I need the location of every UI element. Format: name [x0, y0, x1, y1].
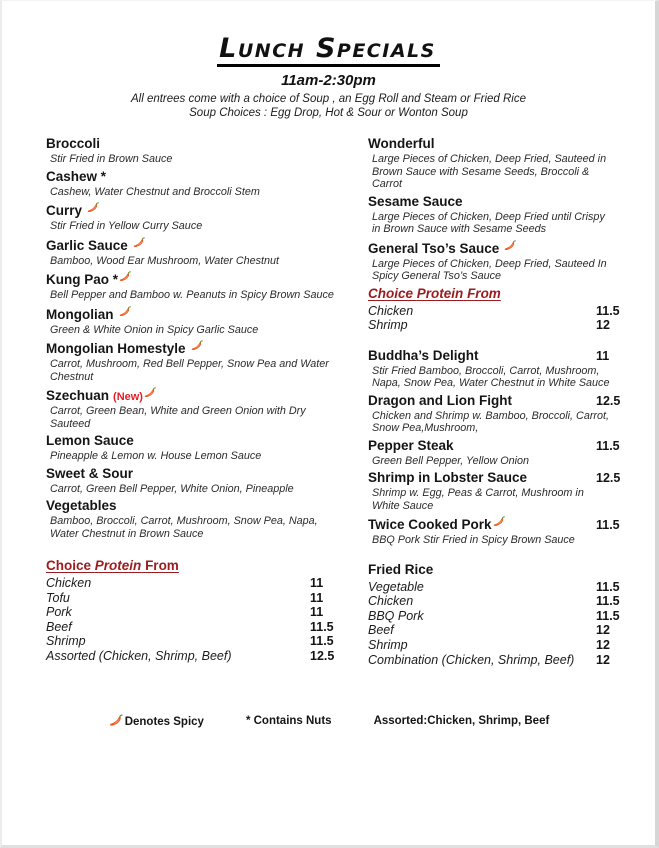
protein-option-row [46, 620, 348, 635]
legend-footer [2, 713, 655, 729]
item-description: Carrot, Green Bell Pepper, White Onion, Pineapple [50, 482, 294, 495]
item-description: Cashew, Water Chestnut and Broccoli Stem [50, 185, 260, 198]
item-name: Curry [46, 203, 83, 218]
protein-option-row [46, 605, 348, 620]
fried-rice-label: Combination (Chicken, Shrimp, Beef) [368, 652, 575, 667]
heading-word: Choice [46, 558, 92, 573]
item-name: Broccoli [46, 136, 101, 151]
protein-label: Assorted (Chicken, Shrimp, Beef) [46, 648, 232, 663]
fried-rice-option-row [368, 653, 629, 668]
spicy-icon [143, 386, 157, 400]
protein-label: Tofu [46, 590, 70, 605]
menu-item [368, 194, 629, 236]
choice-protein-heading [46, 558, 348, 574]
menu-columns [2, 120, 655, 667]
heading-word: From [467, 285, 501, 301]
protein-price: 11.5 [596, 303, 620, 318]
menu-item [46, 433, 348, 463]
menu-item [46, 201, 348, 233]
fried-rice-option-row [368, 580, 629, 595]
item-description: Large Pieces of Chicken, Deep Fried until Crispy in Brown Sauce with Sesame Seeds [372, 210, 605, 235]
item-description: Chicken and Shrimp w. Bamboo, Broccoli, Carrot, Snow Pea,Mushroom, [372, 409, 610, 435]
protein-price: 11 [310, 605, 324, 620]
fried-rice-price: 11.5 [596, 608, 620, 623]
menu-item [368, 393, 629, 435]
fried-rice-option-row [368, 609, 629, 624]
new-badge: (New) [113, 391, 143, 403]
menu-item [46, 305, 348, 337]
protein-option-row [368, 304, 629, 319]
assorted-legend: Assorted:Chicken, Shrimp, Beef [373, 715, 550, 728]
menu-item [368, 348, 629, 390]
menu-header [2, 1, 655, 120]
protein-label: Beef [46, 619, 72, 634]
menu-item [46, 169, 348, 199]
item-description: Large Pieces of Chicken, Deep Fried, Sauteed In Spicy General Tso’s Sauce [372, 257, 607, 282]
protein-price: 11 [310, 576, 324, 590]
hours-text: 11am-2:30pm [281, 72, 376, 89]
menu-item [368, 239, 629, 283]
menu-item [368, 470, 629, 512]
item-name: Kung Pao * [46, 272, 119, 287]
protein-label: Chicken [46, 576, 92, 590]
fried-rice-label: Beef [368, 623, 394, 638]
protein-price: 11.5 [310, 634, 334, 649]
item-name: Shrimp in Lobster Sauce [368, 470, 528, 486]
item-description: BBQ Pork Stir Fried in Spicy Brown Sauce [372, 534, 575, 547]
heading-word: From [145, 558, 179, 573]
fried-rice-price: 11.5 [596, 579, 620, 594]
item-name: Lemon Sauce [46, 433, 134, 448]
item-description: Green & White Onion in Spicy Garlic Sauce [50, 323, 259, 336]
spicy-legend-label: Denotes Spicy [124, 716, 204, 729]
choice-protein-heading [368, 286, 629, 302]
protein-price: 12.5 [310, 648, 335, 663]
fried-rice-option-row [368, 594, 629, 609]
menu-item [46, 386, 348, 430]
right-column [368, 136, 629, 667]
protein-option-row [46, 634, 348, 649]
protein-price: 12 [596, 318, 610, 333]
spicy-icon [190, 339, 204, 353]
spicy-icon [118, 270, 132, 284]
menu-item [46, 236, 348, 268]
protein-label: Chicken [368, 303, 414, 318]
item-price: 12.5 [596, 393, 621, 408]
fried-rice-heading: Fried Rice [368, 561, 434, 577]
item-name: Mongolian [46, 306, 114, 322]
item-description: Stir Fried Bamboo, Broccoli, Carrot, Mushroom, Napa, Snow Pea, Water Chestnut in White Sauce [372, 364, 610, 390]
protein-price: 11 [310, 590, 324, 605]
fried-rice-price: 11.5 [596, 594, 620, 609]
item-description: Stir Fried in Brown Sauce [50, 153, 173, 165]
heading-word: Choice [368, 285, 414, 301]
item-name: Garlic Sauce [46, 237, 128, 253]
item-price: 12.5 [596, 471, 621, 486]
item-price: 11 [596, 348, 610, 363]
item-description: Shrimp w. Egg, Peas & Carrot, Mushroom in White Sauce [372, 487, 584, 512]
item-name: Mongolian Homestyle [46, 341, 186, 356]
item-price: 11.5 [596, 438, 620, 453]
menu-item [368, 515, 629, 547]
soup-choices-note: Soup Choices : Egg Drop, Hot & Sour or Wonton Soup [189, 107, 468, 119]
menu-item [46, 339, 348, 383]
item-description: Carrot, Mushroom, Red Bell Pepper, Snow Pea and Water Chestnut [50, 358, 329, 383]
item-name: Szechuan [46, 388, 110, 403]
fried-rice-label: Vegetable [368, 579, 424, 594]
spicy-icon [503, 239, 517, 253]
menu-item [46, 136, 348, 166]
menu-item [368, 136, 629, 191]
fried-rice-label: Shrimp [368, 638, 408, 653]
item-name: Wonderful [368, 136, 435, 151]
page-title: Lunch Specials [217, 35, 440, 67]
item-name: Dragon and Lion Fight [368, 392, 512, 408]
item-name: General Tso’s Sauce [368, 240, 500, 256]
spicy-legend [108, 713, 204, 729]
protein-label: Shrimp [46, 634, 86, 649]
protein-label: Shrimp [368, 318, 408, 333]
item-description: Bell Pepper and Bamboo w. Peanuts in Spicy Brown Sauce [50, 289, 334, 301]
item-description: Pineapple & Lemon w. House Lemon Sauce [50, 450, 262, 462]
fried-rice-label: BBQ Pork [368, 608, 424, 623]
nuts-legend: * Contains Nuts [245, 715, 332, 728]
menu-item [46, 466, 348, 496]
protein-option-row [46, 591, 348, 606]
fried-rice-price: 12 [596, 623, 610, 638]
fried-rice-section [368, 562, 629, 668]
spicy-icon [118, 305, 132, 319]
heading-word: Protein [416, 285, 464, 301]
protein-option-row [46, 649, 348, 664]
item-name: Pepper Steak [368, 437, 454, 453]
fried-rice-price: 12 [596, 638, 610, 653]
spicy-icon [132, 236, 146, 250]
heading-word: Protein [94, 558, 142, 573]
item-name: Buddha’s Delight [368, 347, 479, 363]
menu-item [368, 438, 629, 468]
fried-rice-option-row [368, 623, 629, 638]
protein-label: Pork [46, 605, 72, 620]
spicy-icon [108, 713, 124, 729]
item-description: Bamboo, Broccoli, Carrot, Mushroom, Snow Pea, Napa, Water Chestnut in Brown Sauce [50, 515, 318, 540]
fried-rice-label: Chicken [368, 594, 414, 609]
item-description: Carrot, Green Bean, White and Green Onion with Dry Sauteed [50, 405, 306, 430]
spicy-icon [86, 201, 100, 215]
item-name: Vegetables [46, 498, 117, 513]
spicy-icon [492, 515, 506, 529]
menu-item [46, 498, 348, 540]
fried-rice-option-row [368, 638, 629, 653]
item-name: Sesame Sauce [368, 193, 463, 209]
item-description: Green Bell Pepper, Yellow Onion [372, 454, 530, 467]
left-column [46, 136, 348, 664]
item-price: 11.5 [596, 518, 620, 533]
item-name: Twice Cooked Pork [368, 517, 492, 533]
protein-price: 11.5 [310, 619, 334, 634]
menu-item [46, 270, 348, 302]
protein-option-row [368, 318, 629, 333]
item-name: Sweet & Sour [46, 465, 134, 481]
fried-rice-price: 12 [596, 652, 610, 667]
item-description: Bamboo, Wood Ear Mushroom, Water Chestnut [50, 254, 280, 267]
entree-note: All entrees come with a choice of Soup , an Egg Roll and Steam or Fried Rice [130, 93, 527, 105]
item-name: Cashew * [46, 168, 107, 184]
item-description: Stir Fried in Yellow Curry Sauce [50, 220, 203, 232]
protein-option-row [46, 576, 348, 591]
item-description: Large Pieces of Chicken, Deep Fried, Sauteed in Brown Sauce with Sesame Seeds, Broccoli & Carrot [372, 153, 607, 190]
